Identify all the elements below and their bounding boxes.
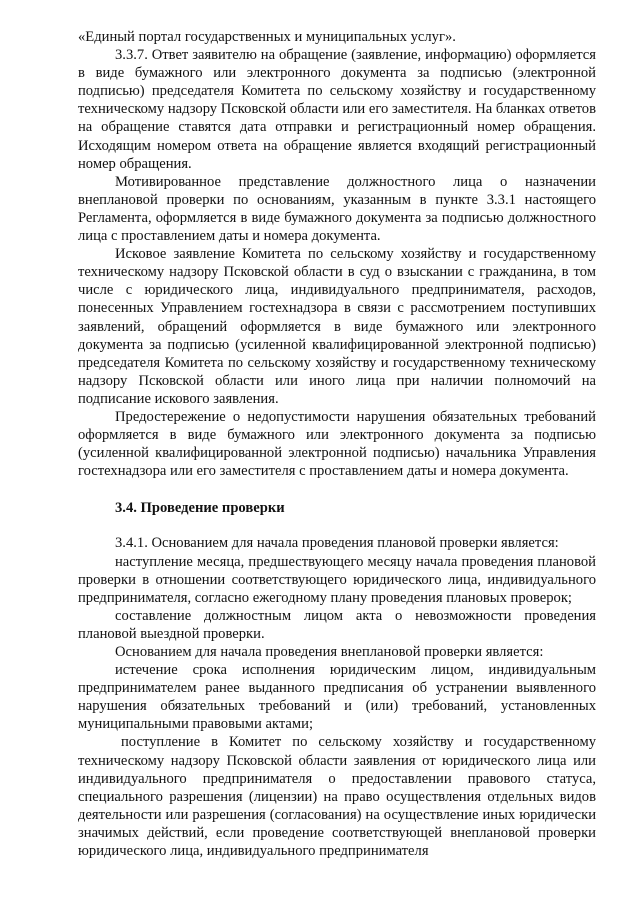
paragraph-3-3-7: 3.3.7. Ответ заявителю на обращение (заявление, информацию) оформляется в виде бумажного или электронного документа за подписью (электронной подписью) председателя Комитета по сельскому хозяйству и государственному техническому надзору Псковской области или его заместителя. На бланках ответов на обращение ставятся дата отправки и регистрационный номер обращения. Исходящим номером ответа на обращение является входящий регистрационный номер обращения.: [78, 47, 596, 172]
list-item-order-expiry: истечение срока исполнения юридическим лицом, индивидуальным предпринимателем ранее выданного предписания об устранении выявленного нарушения обязательных требований и (или) требований, установленных муниципальными правовыми актами;: [78, 662, 596, 733]
paragraph-warning: Предостережение о недопустимости нарушения обязательных требований оформляется в виде бумажного или электронного документа за подписью (усиленной квалифицированной электронной подписью) начальника Управления гостехнадзора или его заместителя с проставлением даты и номера документа.: [78, 408, 596, 480]
paragraph-lawsuit: Исковое заявление Комитета по сельскому хозяйству и государственному техническому надзору Псковской области в суд о взыскании с гражданина, в том числе с юридического лица, индивидуального предпринимателя, расходов, понесенных Управлением гостехнадзора в связи с рассмотрением поступивших заявлений, обращений оформляется в виде бумажного или электронного документа за подписью (усиленной квалифицированной электронной подписью) председателя Комитета по сельскому хозяйству и государственному техническому надзору Псковской области или иного лица при наличии полномочий на подписание искового заявления.: [78, 246, 596, 407]
paragraph-motivated-representation: Мотивированное представление должностного лица о назначении внеплановой проверки по основаниям, указанным в пункте 3.3.1 настоящего Регламента, оформляется в виде бумажного документа за подписью должностного лица с проставлением даты и номера документа.: [78, 173, 596, 245]
document-page: [78, 28, 596, 860]
list-item-application-receipt: поступление в Комитет по сельскому хозяйству и государственному техническому надзору Псковской области заявления от юридического лица или индивидуального предпринимателя о предоставлении правового статуса, специального разрешения (лицензии) на право осуществления отдельных видов деятельности или разрешения (согласования) на осуществление иных юридически значимых действий, если проведение соответствующей внеплановой проверки юридического лица, индивидуального предпринимателя: [78, 734, 596, 860]
paragraph-portal-continuation: «Единый портал государственных и муниципальных услуг».: [78, 29, 456, 45]
paragraph-3-4-1: 3.4.1. Основанием для начала проведения плановой проверки является:: [115, 535, 559, 552]
section-heading-3-4: 3.4. Проведение проверки: [115, 500, 285, 517]
paragraph-unscheduled-basis: Основанием для начала проведения внеплановой проверки является:: [115, 644, 544, 660]
list-item-month-onset: наступление месяца, предшествующего месяцу начала проведения плановой проверки в отношении соответствующего юридического лица, индивидуального предпринимателя, согласно ежегодному плану проведения плановых проверок;: [78, 553, 596, 606]
list-item-impossibility-act: составление должностным лицом акта о невозможности проведения плановой выездной проверки.: [78, 607, 596, 642]
